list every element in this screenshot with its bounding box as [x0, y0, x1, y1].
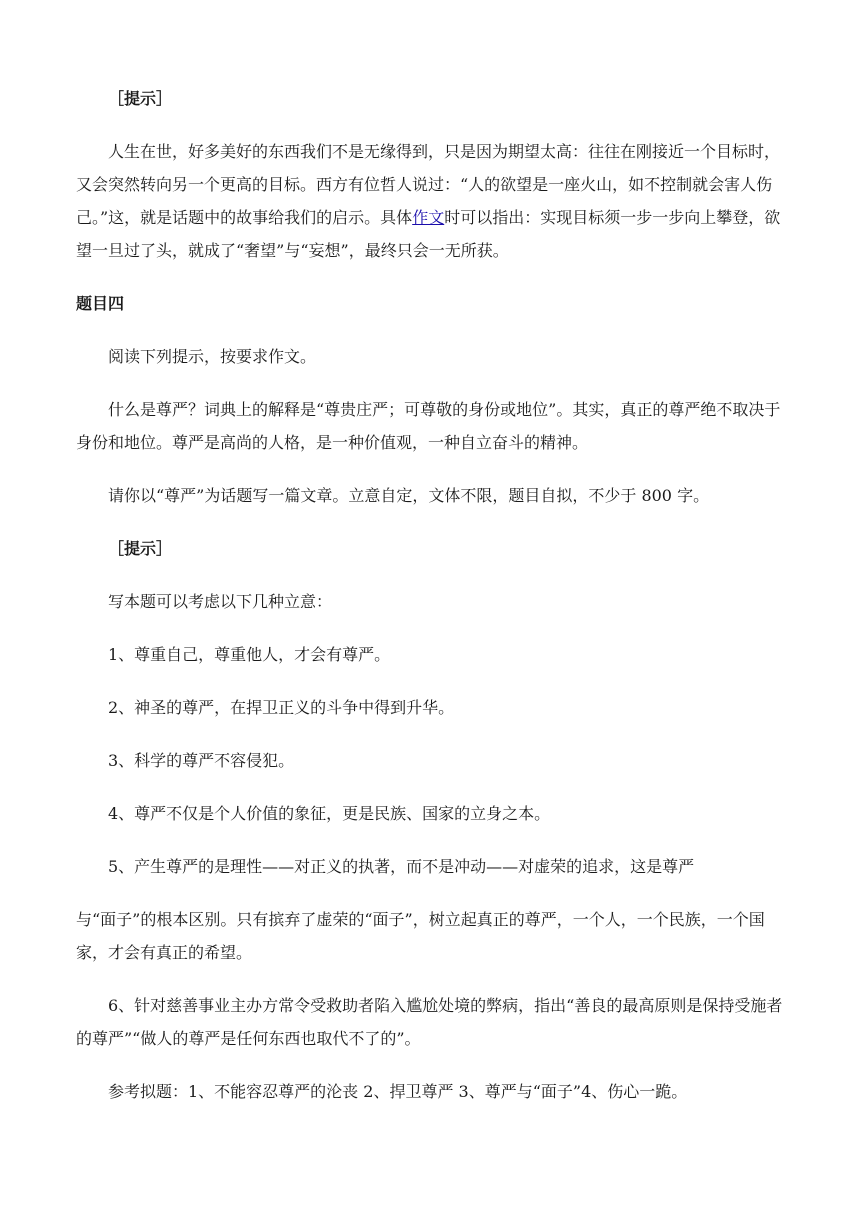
document-page	[76, 82, 786, 1128]
point-item: 6、针对慈善事业主办方常令受救助者陷入尴尬处境的弊病，指出“善良的最高原则是保持受施者的尊严”“做人的尊严是任何东西也取代不了的”。	[76, 996, 783, 1048]
point-continuation: 与“面子”的根本区别。只有摈弃了虚荣的“面子”，树立起真正的尊严，一个人，一个民族，一个国家，才会有真正的希望。	[76, 910, 765, 962]
tip-label-2: ［提示］	[108, 539, 173, 558]
tip-label: ［提示］	[108, 89, 173, 108]
instruction-text: 阅读下列提示，按要求作文。	[108, 347, 317, 366]
point-item: 1、尊重自己，尊重他人，才会有尊严。	[108, 645, 391, 664]
essay-link[interactable]: 作文	[412, 208, 445, 227]
intro-paragraph: 什么是尊严？词典上的解释是“尊贵庄严；可尊敬的身份或地位”。其实，真正的尊严绝不取决于身份和地位。尊严是高尚的人格，是一种价值观，一种自立奋斗的精神。	[76, 400, 781, 452]
task-paragraph: 请你以“尊严”为话题写一篇文章。立意自定，文体不限，题目自拟，不少于 800 字。	[108, 486, 710, 505]
point-item: 4、尊严不仅是个人价值的象征，更是民族、国家的立身之本。	[108, 804, 551, 823]
point-item: 5、产生尊严的是理性——对正义的执著，而不是冲动——对虚荣的追求，这是尊严	[108, 857, 695, 876]
section-heading: 题目四	[76, 294, 125, 313]
point-item: 2、神圣的尊严，在捍卫正义的斗争中得到升华。	[108, 698, 455, 717]
tip-paragraph	[76, 135, 786, 267]
tip-intro: 写本题可以考虑以下几种立意：	[108, 592, 333, 611]
reference-titles: 参考拟题：1、不能容忍尊严的沦丧 2、捍卫尊严 3、尊严与“面子”4、伤心一跪。	[108, 1082, 688, 1101]
tip-text-after: 时可以指出：实现目标须一步一步向上攀登，欲望一旦过了头，就成了“奢望”与“妄想”，最终只会一无所获。	[76, 208, 781, 260]
tip-text-before: 人生在世，好多美好的东西我们不是无缘得到，只是因为期望太高：往往在刚接近一个目标时，又会突然转向另一个更高的目标。西方有位哲人说过：“人的欲望是一座火山，如不控制就会害人伤己。”这，就是话题中的故事给我们的启示。具体	[76, 142, 781, 227]
point-item: 3、科学的尊严不容侵犯。	[108, 751, 295, 770]
